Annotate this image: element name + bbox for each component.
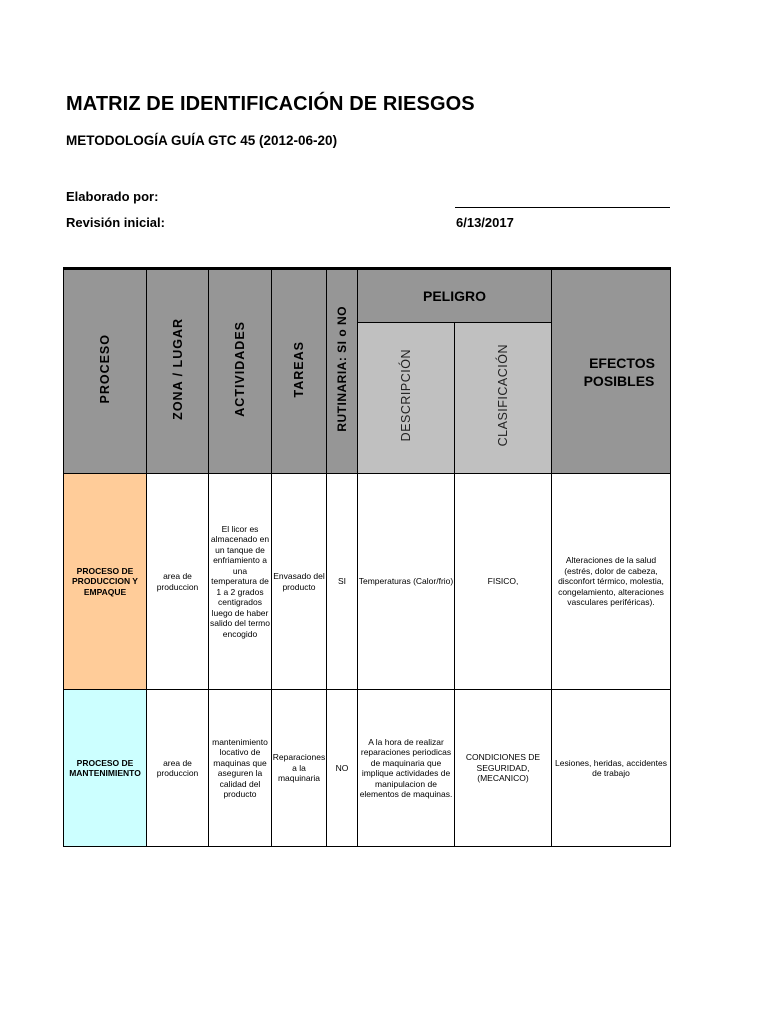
header-descripcion: DESCRIPCIÓN — [358, 323, 455, 474]
elaborado-label: Elaborado por: — [66, 189, 159, 204]
row-clasificacion: FISICO, — [455, 474, 552, 690]
row-actividades: mantenimiento locativo de maquinas que aseguren la calidad del producto — [209, 690, 272, 847]
row-rutinaria: NO — [327, 690, 358, 847]
header-rutinaria: RUTINARIA: SI o NO — [327, 269, 358, 474]
revision-label: Revisión inicial: — [66, 215, 165, 230]
header-actividades: ACTIVIDADES — [209, 269, 272, 474]
row-proceso: PROCESO DE PRODUCCION Y EMPAQUE — [64, 474, 147, 690]
revision-date: 6/13/2017 — [456, 215, 514, 230]
header-clasificacion: CLASIFICACIÓN — [455, 323, 552, 474]
document-subtitle: METODOLOGÍA GUÍA GTC 45 (2012-06-20) — [66, 133, 338, 148]
elaborado-signature-line — [455, 207, 670, 208]
row-efectos: Alteraciones de la salud (estrés, dolor de cabeza, disconfort térmico, molestia, congelamiento, alteraciones vasculares periféricas). — [552, 474, 671, 690]
row-tareas: Reparaciones a la maquinaria — [272, 690, 327, 847]
row-descripcion: A la hora de realizar reparaciones periodicas de maquinaria que implique actividades de manipulacion de elementos de maquinas. — [358, 690, 455, 847]
row-actividades: El licor es almacenado en un tanque de enfriamiento a una temperatura de 1 a 2 grados centigrados luego de haber salido del termo encogido — [209, 474, 272, 690]
row-tareas: Envasado del producto — [272, 474, 327, 690]
row-descripcion: Temperaturas (Calor/frio) — [358, 474, 455, 690]
header-tareas: TAREAS — [272, 269, 327, 474]
header-peligro: PELIGRO — [358, 269, 552, 323]
row-rutinaria: SI — [327, 474, 358, 690]
row-proceso: PROCESO DE MANTENIMIENTO — [64, 690, 147, 847]
header-proceso: PROCESO — [64, 269, 147, 474]
table-row — [64, 474, 671, 690]
risk-matrix-table — [63, 267, 671, 847]
header-efectos: EFECTOS POSIBLES — [552, 269, 671, 474]
row-efectos: Lesiones, heridas, accidentes de trabajo — [552, 690, 671, 847]
row-zona: area de produccion — [147, 474, 209, 690]
header-zona: ZONA / LUGAR — [147, 269, 209, 474]
table-row — [64, 690, 671, 847]
row-zona: area de produccion — [147, 690, 209, 847]
document-title: MATRIZ DE IDENTIFICACIÓN DE RIESGOS — [66, 93, 475, 115]
row-clasificacion: CONDICIONES DE SEGURIDAD, (MECANICO) — [455, 690, 552, 847]
